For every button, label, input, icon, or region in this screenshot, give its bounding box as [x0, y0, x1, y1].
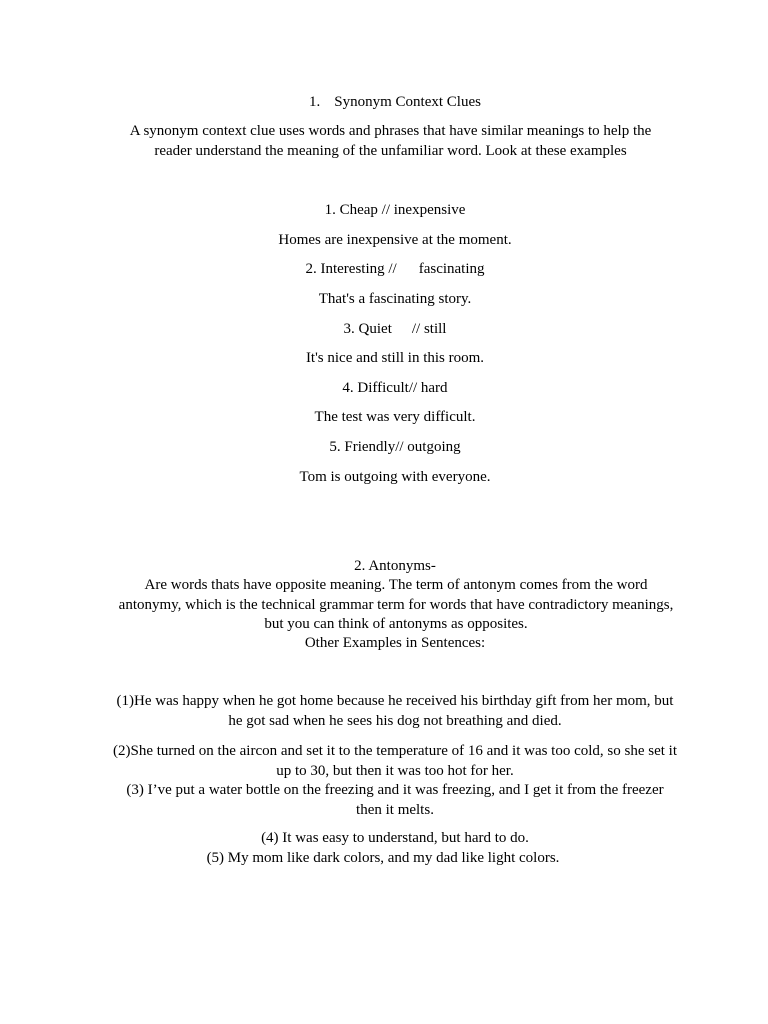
synonym-pair-3-right: // still [411, 321, 447, 337]
synonym-pair-2 [90, 260, 700, 279]
synonym-pair-4-right: // hard [408, 380, 448, 396]
synonym-pair-5 [90, 438, 700, 457]
antonym-example-4: (4) It was easy to understand, but hard to do. [261, 830, 529, 846]
antonym-heading: 2. Antonyms- [354, 558, 436, 574]
synonym-pair-4-left: 4. Difficult [342, 380, 409, 396]
antonym-example-1: (1)He was happy when he got home because he received his birthday gift from her mom, but he got sad when he sees his dog not breathing and died. [116, 693, 674, 729]
synonym-sentence-2: That's a fascinating story. [318, 291, 472, 307]
synonym-intro: A synonym context clue uses words and phrases that have similar meanings to help the reader understand the meaning of the unfamiliar word. Look at these examples [129, 123, 652, 159]
synonym-heading-text: Synonym Context Clues [334, 94, 481, 110]
synonym-pair-3-left: 3. Quiet [343, 321, 392, 337]
synonym-pair-2-left: 2. Interesting // [305, 261, 397, 277]
antonym-example-2: (2)She turned on the aircon and set it to the temperature of 16 and it was too cold, so she set it up to 30, but then it was too hot for her. [112, 743, 678, 779]
antonym-examples-label: Other Examples in Sentences: [304, 635, 486, 651]
synonym-sentence-1: Homes are inexpensive at the moment. [278, 232, 512, 248]
synonym-heading-number: 1. [309, 94, 321, 110]
synonym-sentence-4: The test was very difficult. [314, 409, 476, 425]
synonym-sentence-5: Tom is outgoing with everyone. [299, 469, 491, 485]
synonym-pair-1: 1. Cheap // inexpensive [324, 202, 466, 218]
synonym-pair-2-right: fascinating [418, 261, 485, 277]
antonym-example-5: (5) My mom like dark colors, and my dad like light colors. [206, 850, 560, 866]
synonym-pair-3 [90, 320, 700, 339]
synonym-pair-5-right: // outgoing [395, 439, 461, 455]
antonym-example-3: (3) I’ve put a water bottle on the freezing and it was freezing, and I get it from the freezer then it melts. [126, 782, 664, 818]
synonym-pair-5-left: 5. Friendly [329, 439, 396, 455]
synonym-pair-4 [90, 379, 700, 398]
synonym-heading [90, 93, 700, 112]
antonym-definition: Are words thats have opposite meaning. The term of antonym comes from the word antonymy, which is the technical grammar term for words that have contradictory meanings, but you can think of antonyms as opposites. [118, 577, 674, 632]
synonym-sentence-3: It's nice and still in this room. [305, 350, 485, 366]
